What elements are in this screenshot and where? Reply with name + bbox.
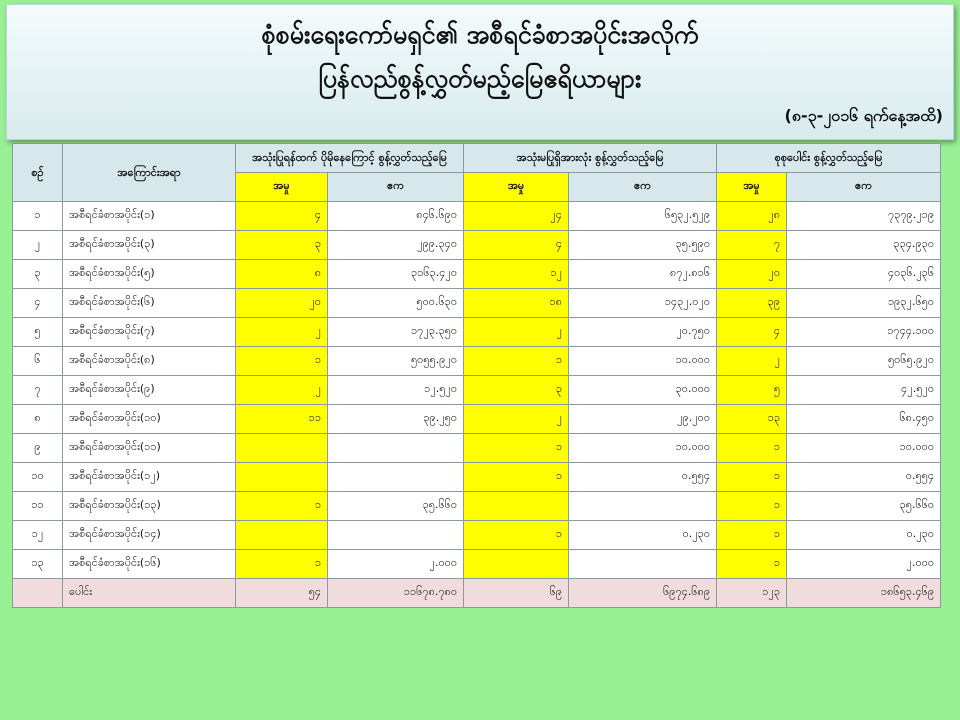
cell-excess-acre: ၅၀၅၅.၉၂၀ <box>328 347 464 376</box>
cell-excess-count: ၂၀ <box>236 289 328 318</box>
cell-total-acre: ၄၀၃၆.၂၃၆ <box>787 260 941 289</box>
cell-unused-acre: ၃၀.၀၀၀ <box>569 376 717 405</box>
table-row <box>13 260 941 289</box>
cell-total-acre: ၂.၀၀၀ <box>787 550 941 579</box>
table-row <box>13 289 941 318</box>
cell-total-count: ၁၂၃ <box>717 579 787 608</box>
cell-total-acre: ၁၉၃၂.၆၅၀ <box>787 289 941 318</box>
cell-excess-count <box>236 521 328 550</box>
cell-unused-acre: ၆၉၇၄.၆၈၉ <box>569 579 717 608</box>
cell-total-count: ၂၀ <box>717 260 787 289</box>
cell-total-count: ၅ <box>717 376 787 405</box>
page-subtitle: ပြန်လည်စွန့်လွှတ်မည့်မြေဧရိယာများ <box>318 64 642 93</box>
cell-total-count: ၁၃ <box>717 405 787 434</box>
cell-subject: အစီရင်ခံစာအပိုင်း(၁၁) <box>63 434 236 463</box>
cell-serial: ၂ <box>13 231 63 260</box>
cell-excess-count: ၂ <box>236 318 328 347</box>
cell-excess-acre: ၅၀၀.၆၃၀ <box>328 289 464 318</box>
land-release-table <box>12 143 941 608</box>
cell-unused-count: ၆၉ <box>464 579 569 608</box>
cell-serial: ၅ <box>13 318 63 347</box>
cell-subject: ပေါင်း <box>63 579 236 608</box>
cell-subject: အစီရင်ခံစာအပိုင်း(၅) <box>63 260 236 289</box>
cell-subject: အစီရင်ခံစာအပိုင်း(၆) <box>63 289 236 318</box>
cell-excess-count: ၃ <box>236 231 328 260</box>
cell-unused-count: ၂ <box>464 405 569 434</box>
cell-subject: အစီရင်ခံစာအပိုင်း(၁၆) <box>63 550 236 579</box>
cell-excess-acre <box>328 463 464 492</box>
cell-subject: အစီရင်ခံစာအပိုင်း(၈) <box>63 347 236 376</box>
cell-total-acre: ၇၃၇၉.၂၁၉ <box>787 202 941 231</box>
header-acre: ဧက <box>787 173 941 202</box>
cell-unused-count: ၂၄ <box>464 202 569 231</box>
cell-excess-count: ၁ <box>236 492 328 521</box>
cell-unused-count: ၂ <box>464 318 569 347</box>
cell-total-acre: ၁၈၆၅၃.၄၆၉ <box>787 579 941 608</box>
cell-unused-acre: ၆၅၃၂.၅၂၉ <box>569 202 717 231</box>
cell-excess-count: ၁၁ <box>236 405 328 434</box>
header-count: အမှု <box>464 173 569 202</box>
cell-excess-count: ၄ <box>236 202 328 231</box>
header-acre: ဧက <box>328 173 464 202</box>
cell-unused-count: ၁၈ <box>464 289 569 318</box>
cell-unused-count: ၁ <box>464 521 569 550</box>
cell-serial: ၁၀ <box>13 463 63 492</box>
cell-total-count: ၁ <box>717 550 787 579</box>
cell-excess-acre <box>328 521 464 550</box>
cell-total-count: ၁ <box>717 463 787 492</box>
cell-total-count: ၁ <box>717 492 787 521</box>
cell-excess-count <box>236 434 328 463</box>
cell-unused-count: ၃ <box>464 376 569 405</box>
cell-total-acre: ၆၈.၄၅၀ <box>787 405 941 434</box>
cell-subject: အစီရင်ခံစာအပိုင်း(၁၀) <box>63 405 236 434</box>
cell-excess-acre: ၂.၀၀၀ <box>328 550 464 579</box>
cell-subject: အစီရင်ခံစာအပိုင်း(၇) <box>63 318 236 347</box>
header-acre: ဧက <box>569 173 717 202</box>
total-row <box>13 579 941 608</box>
cell-total-acre: ၁၇၄၄.၁၀၀ <box>787 318 941 347</box>
header-count: အမှု <box>236 173 328 202</box>
cell-total-acre: ၅၀၆၅.၉၂၀ <box>787 347 941 376</box>
page-title: စုံစမ်းရေးကော်မရှင်၏ အစီရင်ခံစာအပိုင်းအလိုက် <box>261 20 699 49</box>
cell-unused-count <box>464 492 569 521</box>
cell-serial: ၁၃ <box>13 550 63 579</box>
cell-excess-acre <box>328 434 464 463</box>
title-banner <box>6 4 954 140</box>
table-row <box>13 434 941 463</box>
cell-unused-count: ၁ <box>464 434 569 463</box>
cell-subject: အစီရင်ခံစာအပိုင်း(၁၂) <box>63 463 236 492</box>
cell-total-acre: ၁၀.၀၀၀ <box>787 434 941 463</box>
cell-excess-acre: ၈၄၆.၆၉၀ <box>328 202 464 231</box>
cell-excess-count: ၅၄ <box>236 579 328 608</box>
cell-unused-count: ၄ <box>464 231 569 260</box>
cell-excess-acre: ၃၅.၆၆၀ <box>328 492 464 521</box>
cell-total-count: ၁ <box>717 521 787 550</box>
cell-subject: အစီရင်ခံစာအပိုင်း(၁၄) <box>63 521 236 550</box>
header-serial: စဉ် <box>13 144 63 202</box>
cell-unused-count: ၁၂ <box>464 260 569 289</box>
table-row <box>13 492 941 521</box>
cell-total-count: ၇ <box>717 231 787 260</box>
table-row <box>13 521 941 550</box>
cell-unused-acre: ၁၄၃၂.၀၂၀ <box>569 289 717 318</box>
header-count: အမှု <box>717 173 787 202</box>
cell-serial: ၆ <box>13 347 63 376</box>
table-row <box>13 318 941 347</box>
cell-total-count: ၄ <box>717 318 787 347</box>
cell-excess-acre: ၂၉၉.၃၄၀ <box>328 231 464 260</box>
cell-unused-count: ၁ <box>464 347 569 376</box>
cell-serial: ၇ <box>13 376 63 405</box>
cell-excess-count: ၂ <box>236 376 328 405</box>
cell-unused-acre: ၁၀.၀၀၀ <box>569 347 717 376</box>
header-subject: အကြောင်းအရာ <box>63 144 236 202</box>
cell-excess-count: ၁ <box>236 347 328 376</box>
cell-subject: အစီရင်ခံစာအပိုင်း(၃) <box>63 231 236 260</box>
cell-excess-acre: ၃၁၆၃.၄၂၀ <box>328 260 464 289</box>
cell-total-acre: ၃၃၄.၉၃၀ <box>787 231 941 260</box>
date-note: (၈-၃-၂၀၁၆ ရက်နေ့အထိ) <box>784 106 943 125</box>
cell-total-count: ၂ <box>717 347 787 376</box>
cell-total-acre: ၀.၅၅၄ <box>787 463 941 492</box>
cell-excess-acre: ၁၇၂၃.၃၅၀ <box>328 318 464 347</box>
cell-unused-acre: ၁၀.၀၀၀ <box>569 434 717 463</box>
cell-unused-count: ၁ <box>464 463 569 492</box>
cell-total-acre: ၃၅.၆၆၀ <box>787 492 941 521</box>
table-row <box>13 347 941 376</box>
cell-excess-count: ၈ <box>236 260 328 289</box>
cell-excess-acre: ၁၁၆၇၈.၇၈၀ <box>328 579 464 608</box>
cell-unused-acre <box>569 492 717 521</box>
cell-serial: ၁ <box>13 202 63 231</box>
cell-serial <box>13 579 63 608</box>
cell-unused-acre: ၈၇၂.၈၁၆ <box>569 260 717 289</box>
cell-total-count: ၃၉ <box>717 289 787 318</box>
header-excess-land: အသုံးပြုရန်ထက် ပိုမိုနေကြောင့် စွန့်လွှတ်သည့်မြေ <box>236 144 464 173</box>
cell-subject: အစီရင်ခံစာအပိုင်း(၁) <box>63 202 236 231</box>
cell-serial: ၁၁ <box>13 492 63 521</box>
cell-total-count: ၁ <box>717 434 787 463</box>
cell-total-acre: ၄၂.၅၂၀ <box>787 376 941 405</box>
cell-serial: ၃ <box>13 260 63 289</box>
cell-serial: ၉ <box>13 434 63 463</box>
cell-unused-acre: ၀.၅၅၄ <box>569 463 717 492</box>
cell-serial: ၄ <box>13 289 63 318</box>
header-unused-land: အသုံးမပြုရှိအားလုံး စွန့်လွှတ်သည့်မြေ <box>464 144 717 173</box>
cell-subject: အစီရင်ခံစာအပိုင်း(၁၃) <box>63 492 236 521</box>
cell-serial: ၁၂ <box>13 521 63 550</box>
header-total-land: စုစုပေါင်း စွန့်လွှတ်သည့်မြေ <box>717 144 941 173</box>
table-row <box>13 231 941 260</box>
cell-excess-count <box>236 463 328 492</box>
cell-excess-acre: ၃၉.၂၅၀ <box>328 405 464 434</box>
cell-total-acre: ၀.၂၃၀ <box>787 521 941 550</box>
table-row <box>13 463 941 492</box>
cell-unused-acre: ၂၉.၂၀၀ <box>569 405 717 434</box>
cell-excess-count: ၁ <box>236 550 328 579</box>
cell-subject: အစီရင်ခံစာအပိုင်း(၉) <box>63 376 236 405</box>
table-body <box>13 202 941 608</box>
cell-unused-acre: ၀.၂၃၀ <box>569 521 717 550</box>
table-row <box>13 202 941 231</box>
table-row <box>13 550 941 579</box>
cell-unused-acre: ၃၅.၅၉၀ <box>569 231 717 260</box>
cell-excess-acre: ၁၂.၅၂၀ <box>328 376 464 405</box>
cell-total-count: ၂၈ <box>717 202 787 231</box>
cell-unused-count <box>464 550 569 579</box>
table-row <box>13 405 941 434</box>
cell-unused-acre <box>569 550 717 579</box>
cell-unused-acre: ၂၀.၇၅၀ <box>569 318 717 347</box>
table-row <box>13 376 941 405</box>
cell-serial: ၈ <box>13 405 63 434</box>
